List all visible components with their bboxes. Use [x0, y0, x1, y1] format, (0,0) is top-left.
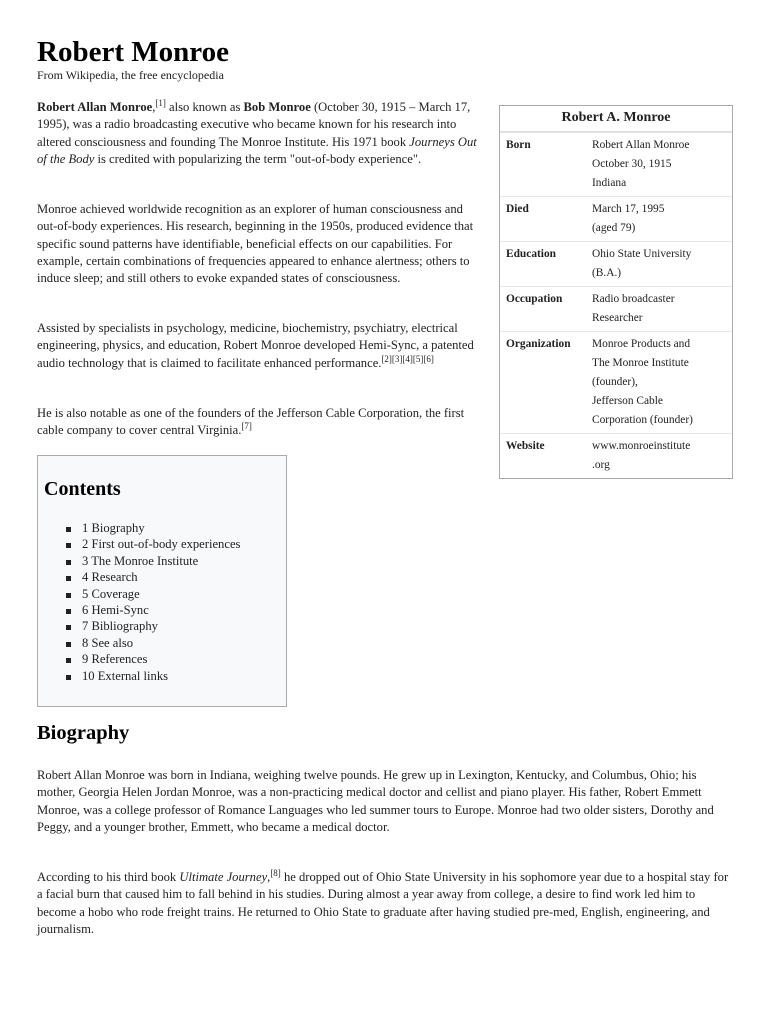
infobox-value [592, 335, 726, 430]
ref-link-7[interactable]: [7] [241, 421, 252, 432]
toc-link[interactable]: 8 See also [82, 635, 134, 650]
toc-item [66, 553, 240, 569]
toc-item [66, 668, 240, 684]
infobox [499, 105, 733, 479]
infobox-value [592, 200, 726, 238]
infobox-value [592, 245, 726, 283]
infobox-title: Robert A. Monroe [500, 106, 732, 132]
book-title: Ultimate Journey [179, 870, 268, 884]
toc-heading: Contents [44, 478, 121, 500]
infobox-label: Died [506, 203, 529, 215]
toc-link[interactable]: 3 The Monroe Institute [82, 553, 199, 568]
toc-item [66, 536, 240, 552]
toc-item [66, 618, 240, 634]
toc-link[interactable]: 9 References [82, 652, 148, 667]
infobox-value[interactable] [592, 437, 726, 475]
infobox-rows [500, 132, 732, 478]
infobox-row-died [500, 196, 732, 241]
intro-text: (October 30, 1915 – March 17, 1995), was a radio broadcasting executive who became known for his research into altered consciousness and founding The Monroe Institute. His 1971 book [37, 100, 471, 149]
infobox-value-line: Ohio State University [592, 248, 692, 260]
infobox-value-line: Corporation (founder) [592, 414, 693, 426]
intro-text: also known as [165, 100, 244, 114]
intro-paragraph: Robert Allan Monroe,[1] also known as Bob Monroe (October 30, 1915 – March 17, 1995), was a radio broadcasting executive who became known for his research into altered consciousness and founding The Monroe Institute. His 1971 book Journeys Out of the Body is credited with popularizing the term "out-of-body experience". [37, 97, 477, 166]
book-title: Journeys Out of the Body [37, 134, 477, 166]
infobox-value-line: The Monroe Institute [592, 357, 689, 369]
infobox-label: Education [506, 248, 557, 260]
paragraph-text: he dropped out of Ohio State University in his sophomore year due to a hospital stay for a facial burn that caused him to fall behind in his studies. During almost a year away from college, a desire to find work led him to become a hobo who rode freight trains. He returned to Ohio State to graduate after having studied pre-med, English, engineering, and journalism. [37, 870, 729, 936]
infobox-row-organization [500, 331, 732, 433]
table-of-contents [37, 455, 287, 707]
toc-item [66, 569, 240, 585]
infobox-value-line: .org [592, 459, 610, 471]
paragraph-hemisync [37, 320, 485, 372]
infobox-row-occupation [500, 286, 732, 331]
infobox-label: Born [506, 139, 531, 151]
infobox-value-line: (founder), [592, 376, 638, 388]
infobox-value [592, 136, 726, 193]
paragraph-text: Assisted by specialists in psychology, medicine, biochemistry, psychiatry, electrical engineering, physics, and education, Robert Monroe developed Hemi-Sync, a patented audio technology that is claimed to facilitate enhanced performance. [37, 321, 474, 370]
infobox-label: Occupation [506, 293, 563, 305]
toc-item [66, 651, 240, 667]
infobox-value-line: Monroe Products and [592, 338, 691, 350]
page-title: Robert Monroe [37, 36, 229, 68]
ref-links-2-6[interactable]: [2][3][4][5][6] [381, 353, 434, 364]
infobox-row-education [500, 241, 732, 286]
infobox-value-line: Researcher [592, 312, 643, 324]
toc-link[interactable]: 10 External links [82, 668, 169, 683]
paragraph-text: He is also notable as one of the founders of the Jefferson Cable Corporation, the first cable company to cover central Virginia. [37, 406, 465, 438]
toc-link[interactable]: 7 Bibliography [82, 619, 158, 634]
infobox-row-website [500, 433, 732, 478]
toc-link[interactable]: 5 Coverage [82, 586, 140, 601]
paragraph-recognition: Monroe achieved worldwide recognition as an explorer of human consciousness and out-of-body experiences. His research, beginning in the 1950s, produced evidence that specific sound patterns have identifiable, beneficial effects on our capabilities. For example, certain combinations of frequencies appeared to enhance alertness; others to induce sleep; and still others to evoke expanded states of consciousness. [37, 202, 474, 286]
infobox-label: Organization [506, 338, 571, 350]
section-heading-biography: Biography [37, 722, 130, 744]
infobox-value-line: Robert Allan Monroe [592, 139, 690, 151]
tagline: From Wikipedia, the free encyclopedia [37, 68, 224, 82]
infobox-label: Website [506, 440, 545, 452]
biography-paragraph-1: Robert Allan Monroe was born in Indiana, weighing twelve pounds. He grew up in Lexington, Kentucky, and Columbus, Ohio; his mother, Georgia Helen Jordan Monroe, was a non-practicing medical doctor and cellist and piano player. His father, Robert Emmett Monroe, was a college professor of Romance Languages who led summer tours to Europe. Monroe had two older sisters, Dorothy and Peggy, and a younger brother, Emmett, who became a medical doctor. [37, 768, 714, 834]
infobox-value-line: (B.A.) [592, 267, 622, 279]
paragraph-text: According to his third book [37, 870, 180, 884]
infobox-value-line: Jefferson Cable [592, 395, 663, 407]
infobox-value-line: March 17, 1995 [592, 203, 665, 215]
toc-link[interactable]: 1 Biography [82, 521, 145, 535]
subject-name: Robert Allan Monroe [37, 100, 153, 114]
intro-text: is credited with popularizing the term "out-of-body experience". [94, 151, 422, 166]
infobox-value-line: www.monroeinstitute [592, 440, 691, 452]
infobox-value-line: October 30, 1915 [592, 158, 672, 170]
infobox-value [592, 290, 726, 328]
toc-list [66, 520, 240, 684]
toc-item [66, 520, 240, 536]
toc-link[interactable]: 6 Hemi-Sync [82, 603, 149, 618]
paragraph-jefferson [37, 405, 485, 440]
subject-nickname: Bob Monroe [243, 100, 311, 114]
infobox-value-line: Radio broadcaster [592, 293, 675, 305]
ref-link-1[interactable]: [1] [155, 97, 166, 108]
infobox-value-line: Indiana [592, 177, 627, 189]
biography-paragraph-2: According to his third book Ultimate Journey,[8] he dropped out of Ohio State University in his sophomore year due to a hospital stay for a facial burn that caused him to fall behind in his studies. During almost a year away from college, a desire to find work led him to become a hobo who rode freight trains. He returned to Ohio State to graduate after having studied pre-med, English, engineering, and journalism. [37, 867, 729, 936]
toc-link[interactable]: 2 First out-of-body experiences [82, 537, 241, 552]
infobox-row-born [500, 132, 732, 196]
ref-link-8[interactable]: [8] [270, 867, 281, 878]
toc-item [66, 602, 240, 618]
toc-item [66, 586, 240, 602]
toc-item [66, 635, 240, 651]
infobox-value-line: (aged 79) [592, 222, 636, 234]
toc-link[interactable]: 4 Research [82, 570, 138, 585]
